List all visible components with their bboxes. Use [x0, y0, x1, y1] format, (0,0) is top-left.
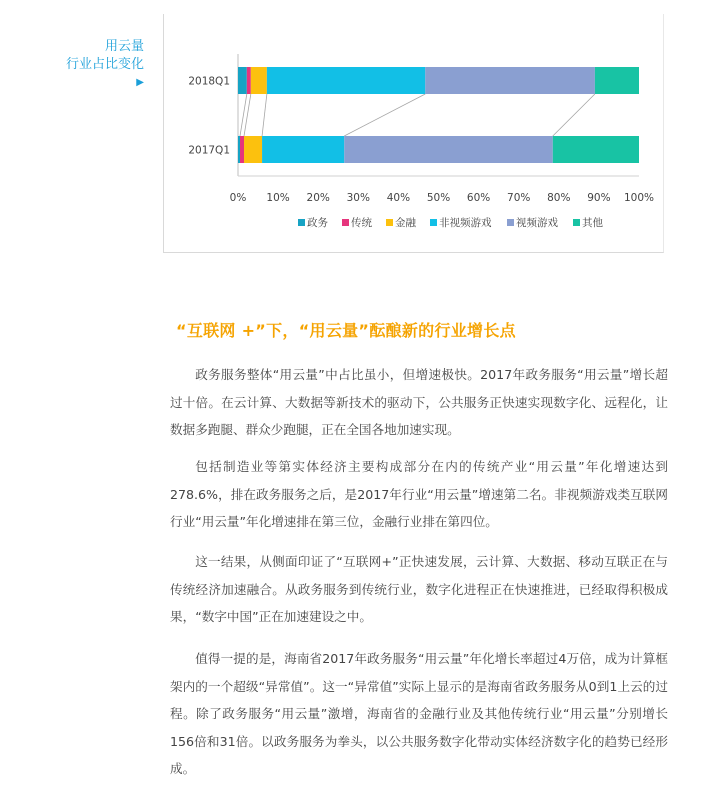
- paragraph-line: 政务服务整体“用云量”中占比虽小，但增速极快。2017年政务服务“用云量”: [195, 367, 630, 382]
- legend-swatch-其他: [573, 219, 580, 226]
- stacked-bar-chart-svg: [164, 14, 663, 252]
- legend-label-视频游戏: 视频游戏: [516, 217, 558, 229]
- x-tick-label: 40%: [386, 192, 411, 204]
- industry-share-chart: [163, 14, 664, 253]
- paragraph-line: 计算框架内的一个超级“异常值”。这一“异常值”实际上显示的是海南省政务服务: [170, 651, 668, 694]
- x-tick-label: 90%: [587, 192, 611, 204]
- legend-swatch-视频游戏: [507, 219, 514, 226]
- bar-segment-2018Q1-传统: [247, 67, 251, 94]
- legend-swatch-传统: [342, 219, 349, 226]
- category-label-2018Q1: 2018Q1: [188, 75, 230, 88]
- series-connector-line: [240, 94, 247, 136]
- x-tick-label: 30%: [346, 192, 370, 204]
- bar-segment-2018Q1-视频游戏: [425, 67, 595, 94]
- bar-segment-2017Q1-金融: [244, 136, 262, 163]
- legend-label-传统: 传统: [351, 217, 372, 229]
- bar-segment-2018Q1-其他: [595, 67, 639, 94]
- paragraph-line: 互联网行业“用云量”年化增速排在第三位，金融行业排在第四位。: [170, 486, 668, 529]
- caption-line-1: 用云量: [104, 39, 144, 54]
- legend-swatch-非视频游戏: [430, 219, 437, 226]
- legend-label-其他: 其他: [582, 217, 603, 229]
- paragraph-line: 业“用云量”分别增长156倍和31倍。以政务服务为拳头，以公共服务数字化带动实: [170, 706, 668, 749]
- legend-swatch-金融: [386, 219, 393, 226]
- bar-segment-2017Q1-政务: [238, 136, 240, 163]
- paragraph-line: 278.6%，排在政务服务之后，是2017年行业“用云量”增速第二名。非视频游戏类: [170, 486, 631, 502]
- article-paragraph-4: [170, 645, 668, 783]
- section-heading: “互联网 +”下，“用云量”酝酿新的行业增长点: [176, 321, 516, 340]
- series-connector-line: [553, 94, 595, 136]
- x-tick-label: 60%: [466, 192, 491, 204]
- legend-label-政务: 政务: [307, 217, 328, 229]
- legend-label-金融: 金融: [395, 217, 416, 229]
- x-tick-label: 100%: [623, 192, 655, 204]
- paragraph-line: 远程化，让数据多跑腿、群众少跑腿，正在全国各地加速实现。: [170, 394, 669, 437]
- paragraph-line: 体经济数字化的趋势已经形成。: [170, 733, 668, 776]
- paragraph-line: 增长超过十倍。在云计算、大数据等新技术的驱动下，公共服务正快速实现数字化、: [170, 367, 669, 410]
- legend-label-非视频游戏: 非视频游戏: [439, 217, 492, 229]
- article-paragraph-2: [170, 453, 668, 536]
- chart-side-caption: [66, 38, 144, 92]
- paragraph-line: 取得积极成果，“数字中国”正在加速建设之中。: [170, 581, 669, 624]
- bar-segment-2017Q1-传统: [240, 136, 244, 163]
- series-connector-line: [244, 94, 251, 136]
- x-tick-label: 70%: [507, 192, 531, 204]
- bar-segment-2018Q1-金融: [251, 67, 267, 94]
- x-tick-label: 50%: [426, 192, 451, 204]
- category-label-2017Q1: 2017Q1: [188, 144, 230, 157]
- bar-segment-2018Q1-政务: [238, 67, 247, 94]
- article-paragraph-3: [170, 548, 668, 631]
- paragraph-line: 包括制造业等第实体经济主要构成部分在内的传统产业“用云量”年化增速达到: [195, 459, 668, 474]
- paragraph-line: 值得一提的是，海南省2017年政务服务“用云量”年化增长率超过4万倍，成为: [195, 651, 630, 666]
- series-connector-line: [262, 94, 267, 136]
- paragraph-line: 这一结果，从侧面印证了“互联网+”正快速发展，云计算、大数据、移动互联: [195, 554, 630, 569]
- caption-line-2: 行业占比变化: [65, 57, 144, 72]
- x-tick-label: 80%: [547, 192, 571, 204]
- x-tick-label: 0%: [229, 192, 247, 204]
- x-tick-label: 20%: [306, 192, 330, 204]
- bar-segment-2017Q1-视频游戏: [344, 136, 553, 163]
- caption-arrow-icon: ▶: [136, 77, 144, 88]
- bar-segment-2018Q1-非视频游戏: [267, 67, 425, 94]
- bar-segment-2017Q1-非视频游戏: [262, 136, 344, 163]
- paragraph-line: 正在与传统经济加速融合。从政务服务到传统行业，数字化进程正在快速推进，已经: [170, 554, 668, 597]
- article-paragraph-1: [170, 361, 668, 444]
- legend-swatch-政务: [298, 219, 305, 226]
- series-connector-line: [344, 94, 425, 136]
- bar-segment-2017Q1-其他: [553, 136, 639, 163]
- x-tick-label: 10%: [266, 192, 290, 204]
- paragraph-line: 从0到1上云的过程。除了政务服务“用云量”激增，海南省的金融行业及其他传统行: [170, 678, 668, 721]
